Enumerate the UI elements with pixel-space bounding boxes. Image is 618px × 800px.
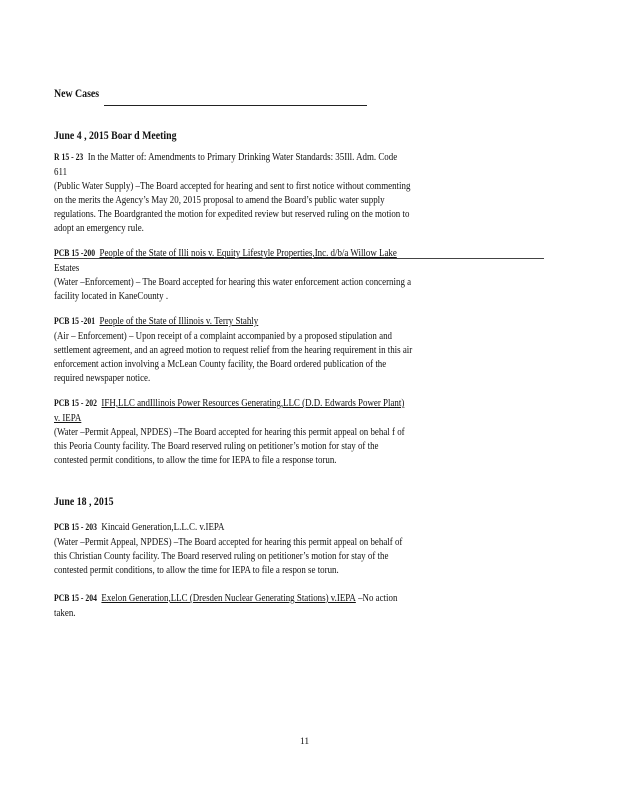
case-title: People of the State of Illi nois v. Equity Lifestyle Properties,Inc. d/b/a Willow Lake	[99, 247, 397, 259]
case-text: contested permit conditions, to allow the time for IEPA to file a response torun.	[54, 454, 337, 466]
case-first-line	[54, 591, 540, 606]
docket-number: R 15 - 23	[54, 153, 84, 163]
case-text: on the merits the Agency’s May 20, 2015 proposal to amend the Board’s public water supply	[54, 194, 385, 206]
case-text: –No action	[358, 592, 398, 604]
case-text: regulations. The Boardgranted the motion for expedited review but reserved ruling on the motion to	[54, 208, 410, 220]
case-entry	[54, 314, 540, 385]
case-text: (Public Water Supply) –The Board accepted for hearing and sent to first notice without commenting	[54, 180, 411, 192]
case-title: People of the State of Illinois v. Terry Stahly	[99, 315, 259, 327]
case-text: (Air – Enforcement) – Upon receipt of a complaint accompanied by a proposed stipulation and	[54, 330, 392, 342]
case-entry	[54, 591, 540, 620]
case-text: (Water –Enforcement) – The Board accepted for hearing this water enforcement action concerning a	[54, 276, 412, 288]
case-first-line	[54, 150, 540, 165]
case-first-line	[54, 396, 540, 411]
case-text: taken.	[54, 607, 76, 619]
case-text: contested permit conditions, to allow the time for IEPA to file a respon se torun.	[54, 564, 339, 576]
case-text: In the Matter of: Amendments to Primary Drinking Water Standards: 35Ill. Adm. Code	[87, 151, 398, 163]
title-underline	[54, 258, 544, 259]
case-text: facility located in KaneCounty .	[54, 290, 169, 302]
case-first-line	[54, 520, 540, 535]
page-number: 11	[300, 737, 310, 747]
docket-number: PCB 15 -201	[54, 317, 96, 327]
meeting-date: June 4 , 2015 Boar d Meeting	[54, 128, 177, 142]
case-text: enforcement action involving a McLean County facility, the Board ordered publication of the	[54, 358, 387, 370]
case-text: this Christian County facility. The Board reserved ruling on petitioner’s motion for stay of the	[54, 550, 389, 562]
case-title: Exelon Generation,LLC (Dresden Nuclear Generating Stations) v.IEPA	[101, 592, 356, 604]
case-text: adopt an emergency rule.	[54, 222, 144, 234]
docket-number: PCB 15 - 203	[54, 523, 97, 533]
case-text: required newspaper notice.	[54, 372, 151, 384]
docket-number: PCB 15 -200	[54, 249, 96, 259]
heading-underline	[104, 105, 367, 106]
case-entry	[54, 150, 540, 235]
case-text: 611	[54, 166, 68, 178]
case-entry	[54, 520, 540, 577]
section-heading: New Cases	[54, 86, 100, 100]
docket-number: PCB 15 - 204	[54, 594, 97, 604]
case-entry	[54, 396, 540, 467]
meeting-date: June 18 , 2015	[54, 494, 114, 508]
case-title: Kincaid Generation,L.L.C. v.IEPA	[101, 521, 225, 533]
case-title: v. IEPA	[54, 412, 82, 424]
case-text: (Water –Permit Appeal, NPDES) –The Board accepted for hearing this permit appeal on behalf of	[54, 536, 403, 548]
case-first-line	[54, 314, 540, 329]
case-text: settlement agreement, and an agreed motion to request relief from the hearing requirement in this air	[54, 344, 413, 356]
case-title: IFH,LLC andIllinois Power Resources Generating,LLC (D.D. Edwards Power Plant)	[101, 397, 405, 409]
case-text: Estates	[54, 262, 80, 274]
case-entry	[54, 246, 540, 303]
case-text: this Peoria County facility. The Board reserved ruling on petitioner’s motion for stay of the	[54, 440, 379, 452]
case-text: (Water –Permit Appeal, NPDES) –The Board accepted for hearing this permit appeal on behal f of	[54, 426, 405, 438]
docket-number: PCB 15 - 202	[54, 399, 97, 409]
